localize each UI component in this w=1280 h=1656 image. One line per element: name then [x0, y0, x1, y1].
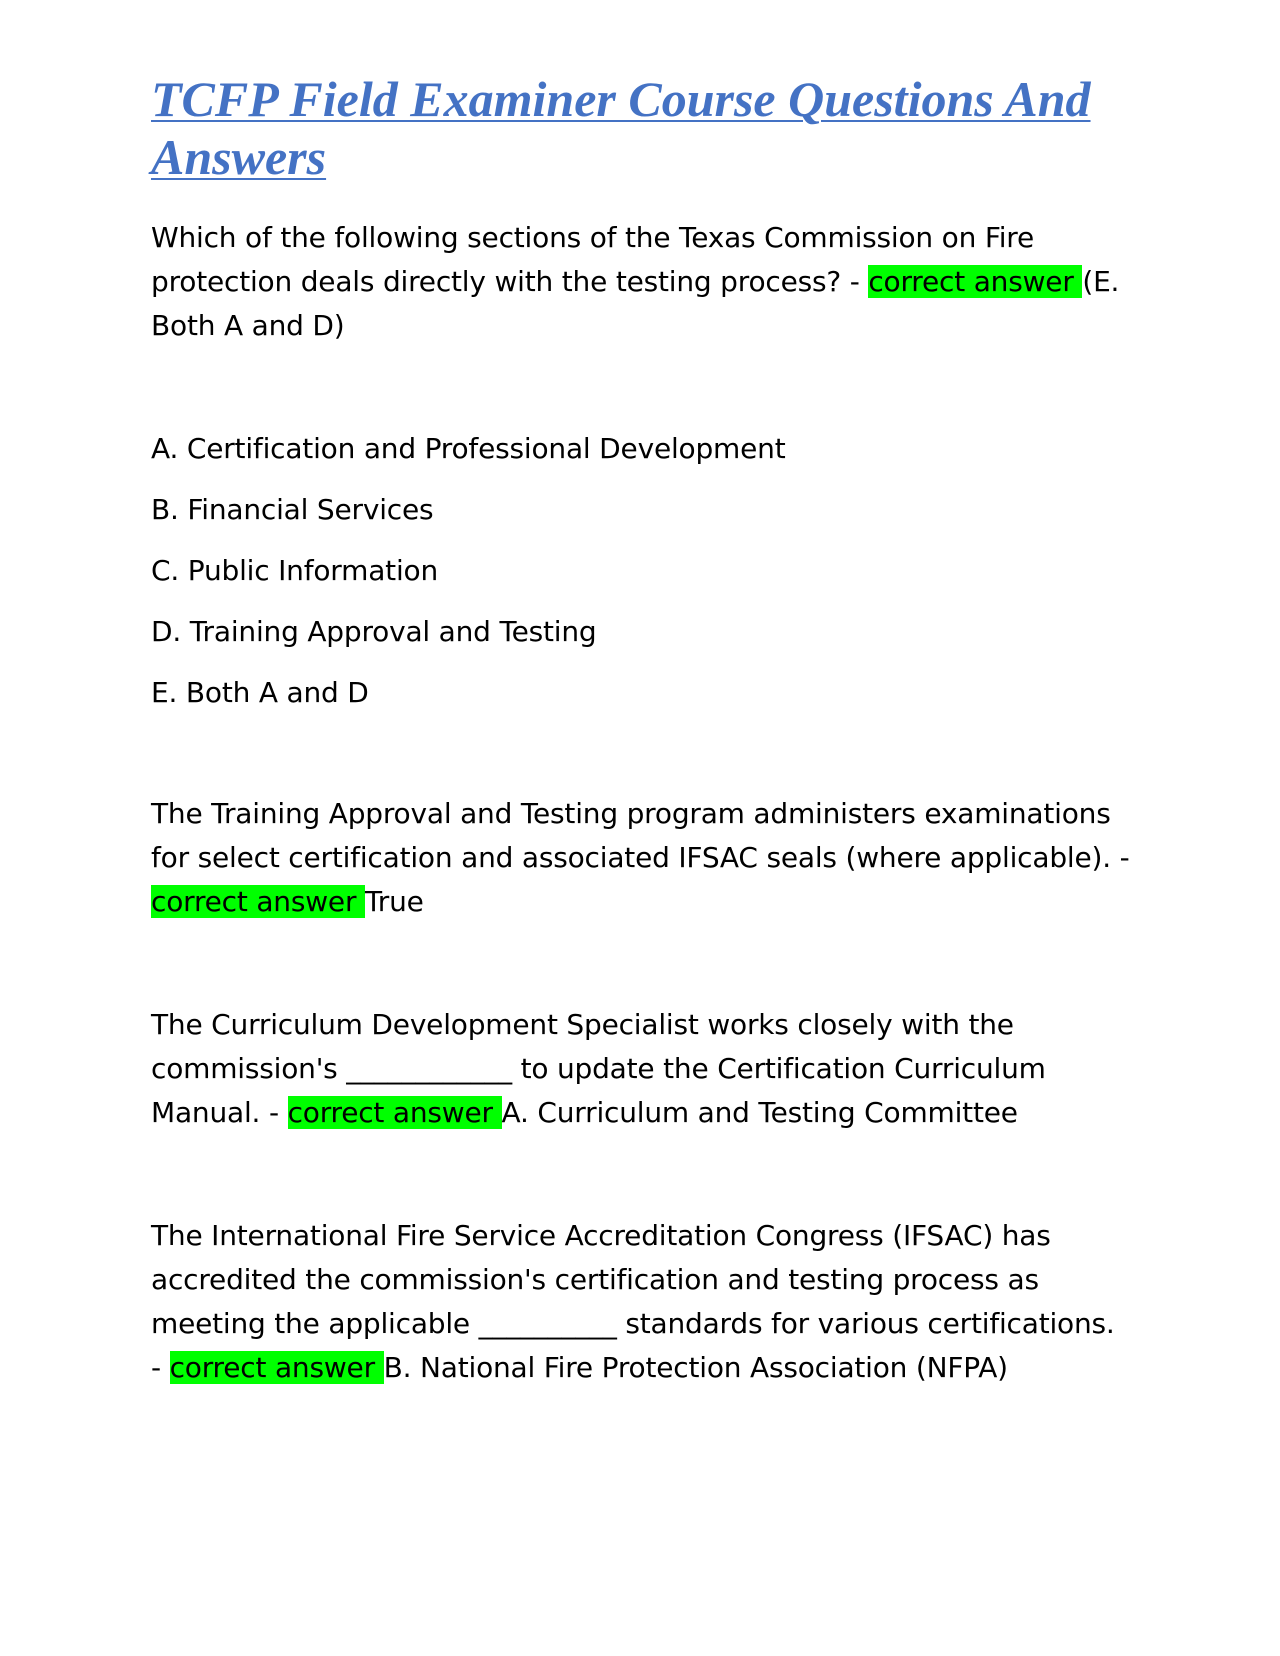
answer-text: B. National Fire Protection Association (NFPA)	[383, 1351, 1008, 1384]
answer-text: A. Curriculum and Testing Committee	[501, 1096, 1018, 1129]
question-block	[151, 792, 1131, 924]
correct-answer-label: correct answer	[170, 1351, 384, 1384]
question-prompt: The Curriculum Development Specialist works closely with the commission's ____________ to update the Certification Curriculum Manual. -	[151, 1008, 1046, 1129]
question-block	[151, 1003, 1131, 1135]
option-item: E. Both A and D	[151, 676, 369, 709]
option-item: B. Financial Services	[151, 493, 434, 526]
document-page	[151, 70, 1131, 1390]
answer-text: (E. Both A and D)	[151, 265, 1120, 342]
question-prompt: The Training Approval and Testing program administers examinations for select certification and associated IFSAC seals (where applicable). -	[151, 797, 1130, 874]
correct-answer-label: correct answer	[868, 265, 1082, 298]
question-block	[151, 1214, 1131, 1390]
question-text	[151, 1214, 1131, 1390]
question-text	[151, 792, 1131, 924]
correct-answer-label: correct answer	[151, 885, 365, 918]
option-item: A. Certification and Professional Development	[151, 432, 786, 465]
document-title: TCFP Field Examiner Course Questions And Answers	[151, 71, 1091, 185]
question-text	[151, 216, 1131, 348]
option-item: C. Public Information	[151, 554, 438, 587]
answer-text: True	[364, 885, 424, 918]
options-list	[151, 427, 1131, 732]
question-prompt: The International Fire Service Accreditation Congress (IFSAC) has accredited the commission's certification and testing process as meeting the applicable __________ standards for various certifications. -	[151, 1219, 1115, 1384]
question-text	[151, 1003, 1131, 1135]
question-block	[151, 216, 1131, 732]
question-prompt: Which of the following sections of the Texas Commission on Fire protection deals directly with the testing process? -	[151, 221, 1035, 298]
correct-answer-label: correct answer	[288, 1096, 502, 1129]
option-item: D. Training Approval and Testing	[151, 615, 597, 648]
